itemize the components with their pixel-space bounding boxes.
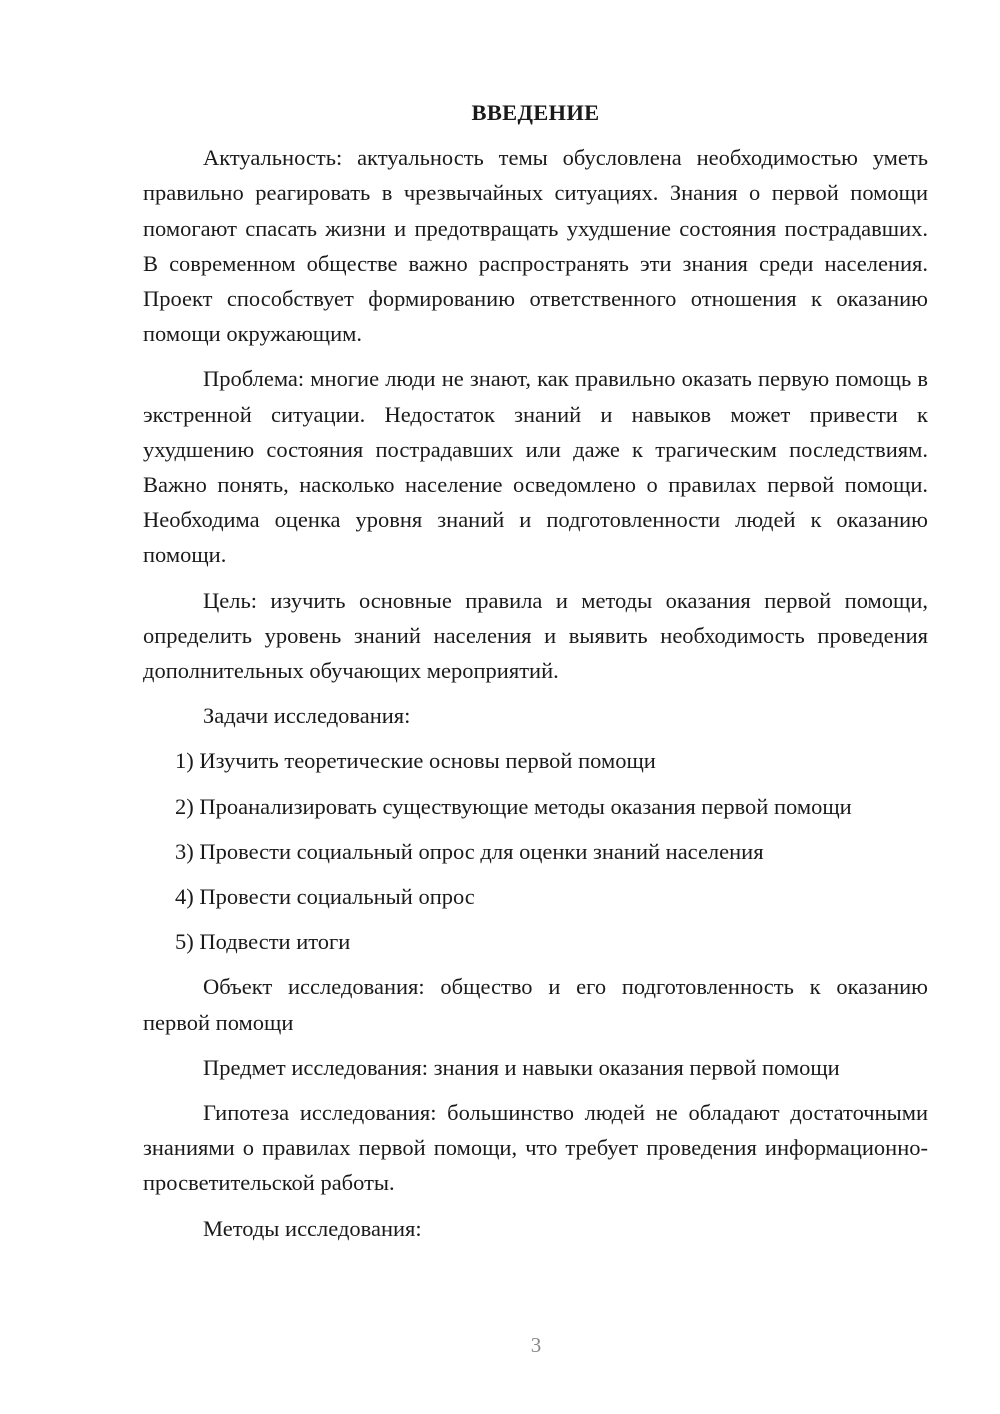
section-title: ВВЕДЕНИЕ — [471, 100, 600, 125]
hypothesis-paragraph: Гипотеза исследования: большинство людей не обладают достаточными знаниями о правилах первой помощи, что требует проведения информационно-просветительской работы. — [143, 1100, 928, 1196]
subject-paragraph: Предмет исследования: знания и навыки оказания первой помощи — [203, 1054, 840, 1080]
list-item: 4) Провести социальный опрос — [175, 884, 475, 910]
object-paragraph: Объект исследования: общество и его подготовленность к оказанию первой помощи — [143, 974, 928, 1035]
tasks-heading: Задачи исследования: — [203, 703, 411, 729]
page-number: 3 — [530, 1333, 542, 1357]
list-item: 5) Подвести итоги — [175, 929, 351, 955]
relevance-paragraph: Актуальность: актуальность темы обусловлена необходимостью уметь правильно реагировать в чрезвычайных ситуациях. Знания о первой помощи помогают спасать жизни и предотвращать ухудшение состояния пострадавших. В современном обществе важно распространять эти знания среди населения. Проект способствует формированию ответственного отношения к оказанию помощи окружающим. — [143, 145, 928, 347]
problem-paragraph: Проблема: многие люди не знают, как правильно оказать первую помощь в экстренной ситуации. Недостаток знаний и навыков может привести к ухудшению состояния пострадавших или даже к трагическим последствиям. Важно понять, насколько население осведомлено о правилах первой помощи. Необходима оценка уровня знаний и подготовленности людей к оказанию помощи. — [143, 366, 928, 568]
tasks-list — [143, 743, 928, 959]
list-item: 2) Проанализировать существующие методы оказания первой помощи — [175, 793, 852, 819]
list-item: 1) Изучить теоретические основы первой помощи — [175, 748, 656, 774]
methods-heading: Методы исследования: — [203, 1215, 422, 1241]
document-page — [143, 95, 928, 1256]
list-item: 3) Провести социальный опрос для оценки знаний населения — [175, 838, 764, 864]
goal-paragraph: Цель: изучить основные правила и методы оказания первой помощи, определить уровень знаний населения и выявить необходимость проведения дополнительных обучающих мероприятий. — [143, 587, 928, 684]
